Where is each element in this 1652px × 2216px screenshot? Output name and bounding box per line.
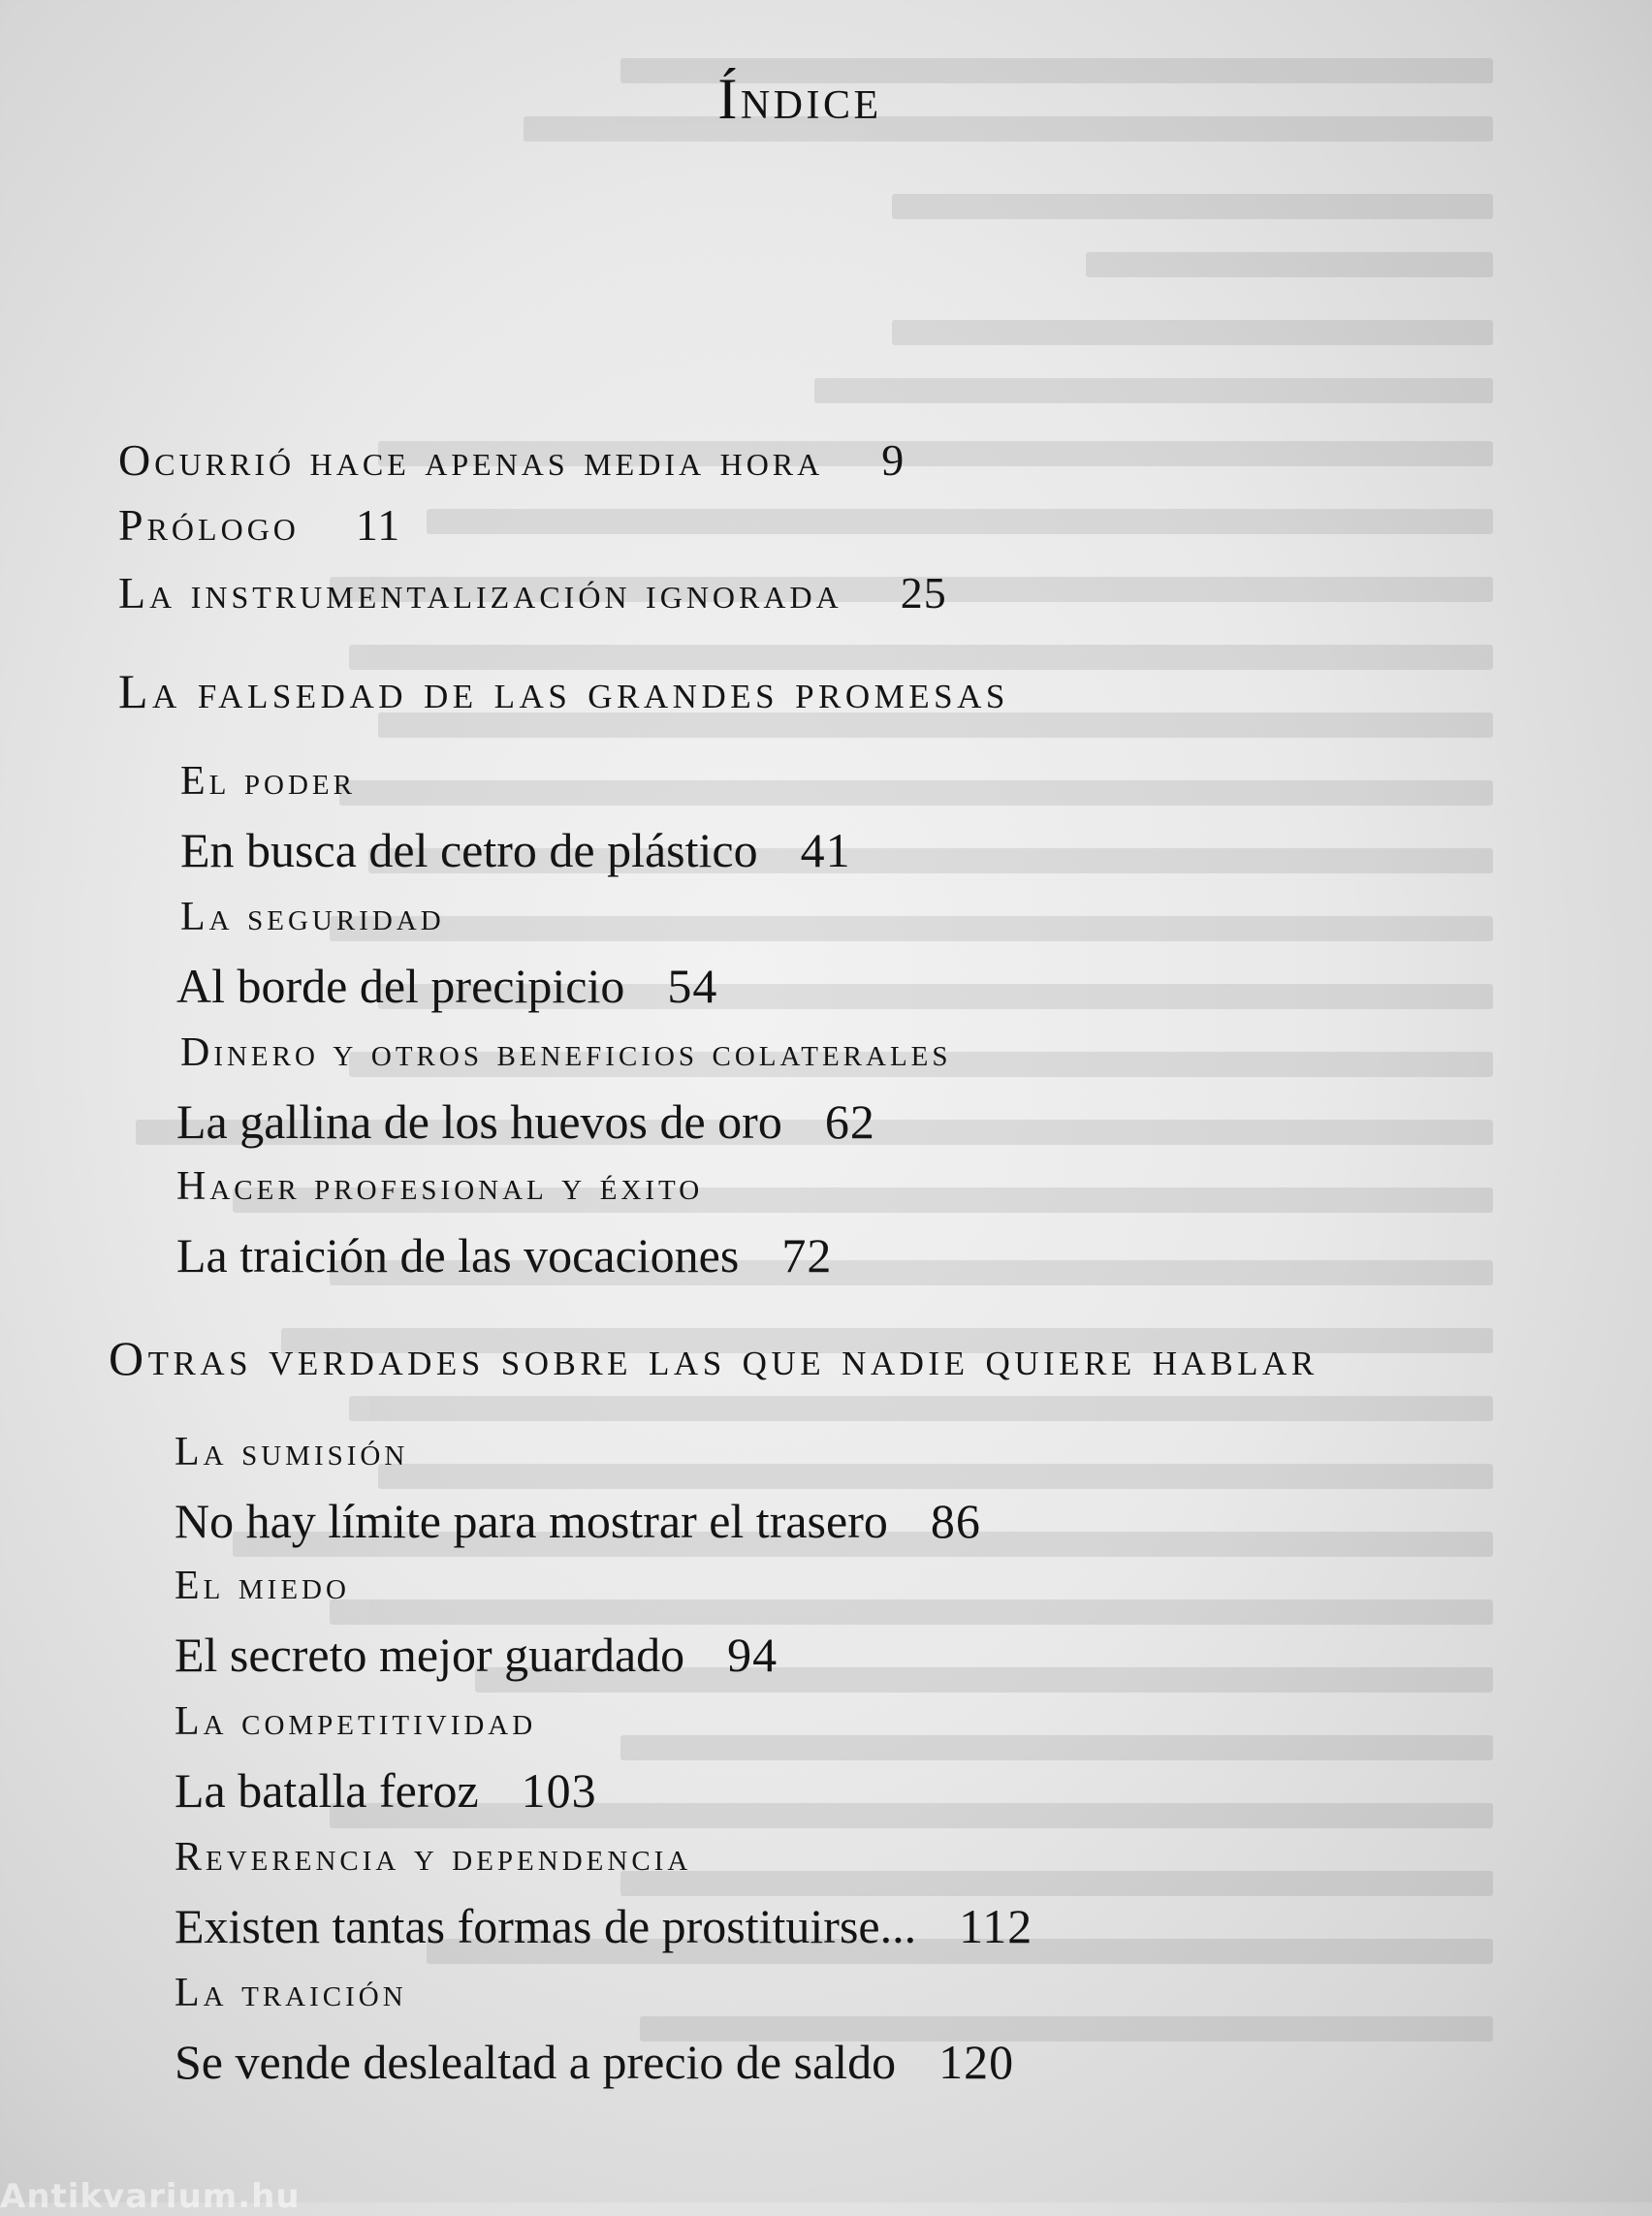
toc-section-reverencia: [175, 1834, 691, 1881]
toc-section-label: La traición: [175, 1971, 407, 2015]
toc-section-label: El miedo: [175, 1564, 350, 1608]
toc-chapter-trasero: [175, 1493, 981, 1549]
toc-section-hacer-profesional: [176, 1163, 703, 1210]
toc-entry-page: 11: [355, 500, 401, 550]
toc-chapter-page: 41: [800, 823, 851, 877]
toc-entry-ocurrio: [118, 434, 905, 486]
toc-part-otras-verdades: [109, 1330, 1318, 1386]
toc-entry-label: La instrumentalización ignorada: [118, 568, 842, 617]
toc-chapter-gallina: [176, 1093, 875, 1150]
toc-chapter-label: Existen tantas formas de prostituirse...: [175, 1899, 917, 1953]
toc-chapter-label: En busca del cetro de plástico: [180, 823, 758, 877]
toc-chapter-label: Al borde del precipicio: [176, 959, 625, 1013]
toc-chapter-label: La batalla feroz: [175, 1763, 479, 1818]
toc-chapter-page: 94: [727, 1628, 778, 1682]
toc-section-label: Dinero y otros beneficios colaterales: [180, 1030, 952, 1075]
watermark: Antikvarium.hu: [0, 2177, 301, 2216]
toc-chapter-page: 112: [959, 1899, 1033, 1953]
toc-entry-page: 25: [900, 568, 947, 617]
toc-entry-prologo: [118, 499, 400, 551]
toc-chapter-label: La traición de las vocaciones: [176, 1228, 740, 1282]
toc-chapter-batalla: [175, 1762, 597, 1819]
toc-entry-page: 9: [881, 435, 905, 485]
toc-section-label: La competitividad: [175, 1699, 537, 1744]
toc-section-label: Reverencia y dependencia: [175, 1835, 692, 1880]
toc-chapter-secreto: [175, 1627, 778, 1683]
toc-entry-label: Ocurrió hace apenas media hora: [118, 435, 824, 485]
toc-part-label: La falsedad de las grandes promesas: [118, 664, 1009, 718]
toc-chapter-page: 54: [667, 959, 718, 1013]
toc-entry-label: Prólogo: [118, 500, 300, 550]
toc-part-label: Otras verdades sobre las que nadie quiere hablar: [109, 1331, 1318, 1385]
toc-chapter-label: No hay límite para mostrar el trasero: [175, 1494, 888, 1548]
toc-chapter-page: 86: [930, 1494, 981, 1548]
toc-chapter-prostituirse: [175, 1898, 1032, 1954]
toc-chapter-page: 62: [824, 1094, 875, 1149]
toc-section-seguridad: [180, 894, 445, 940]
toc-section-miedo: [175, 1563, 350, 1609]
toc-chapter-deslealtad: [175, 2034, 1014, 2090]
toc-section-poder: [180, 758, 356, 805]
toc-section-traicion: [175, 1970, 407, 2016]
toc-section-dinero: [180, 1029, 952, 1076]
toc-section-competitividad: [175, 1698, 536, 1745]
toc-section-label: El poder: [180, 759, 356, 804]
toc-chapter-cetro: [180, 822, 851, 878]
toc-entry-instrumentalizacion: [118, 567, 947, 618]
toc-chapter-label: La gallina de los huevos de oro: [176, 1094, 782, 1149]
toc-section-sumision: [175, 1429, 408, 1475]
page-title: Índice: [717, 67, 882, 132]
toc-chapter-vocaciones: [176, 1227, 832, 1283]
toc-part-falsedad: [118, 663, 1009, 719]
toc-section-label: La sumisión: [175, 1430, 409, 1474]
toc-chapter-label: Se vende deslealtad a precio de saldo: [175, 2035, 897, 2089]
toc-section-label: Hacer profesional y éxito: [176, 1164, 704, 1209]
toc-chapter-precipicio: [176, 958, 717, 1014]
toc-chapter-page: 120: [938, 2035, 1015, 2089]
toc-chapter-page: 103: [521, 1763, 597, 1818]
toc-chapter-page: 72: [781, 1228, 833, 1282]
toc-section-label: La seguridad: [180, 895, 445, 939]
toc-chapter-label: El secreto mejor guardado: [175, 1628, 685, 1682]
